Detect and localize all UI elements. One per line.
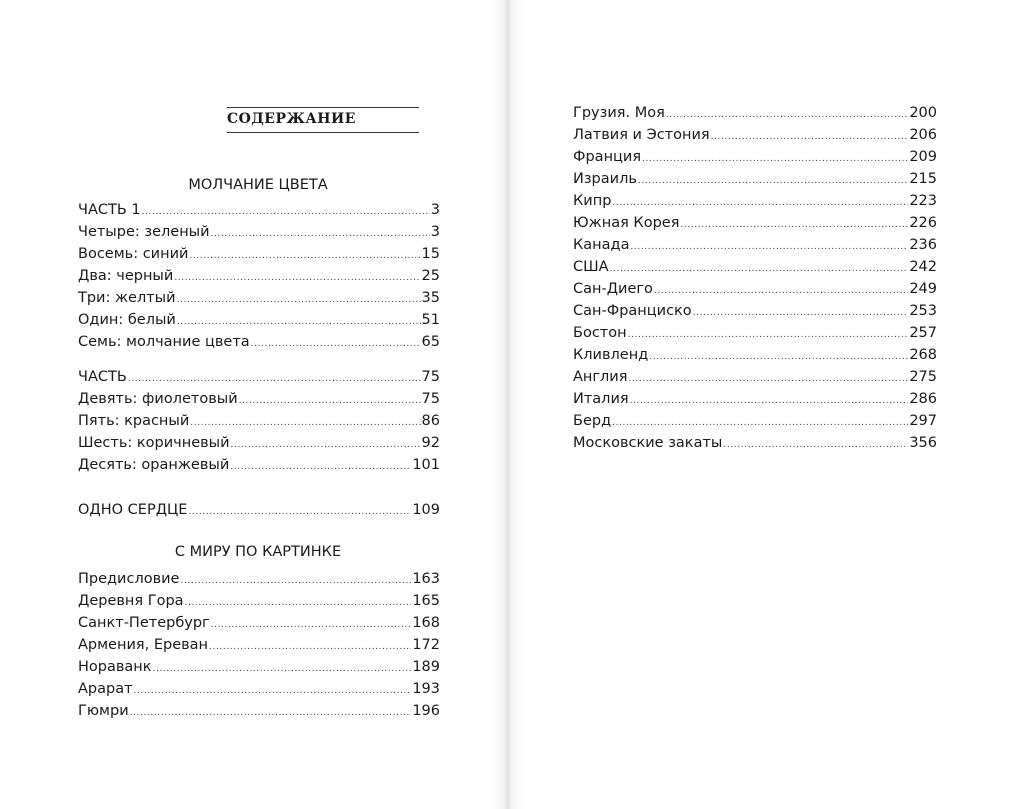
toc-entry (573, 146, 937, 168)
toc-entry-title: Франция (573, 149, 642, 165)
toc-entry-page-number: 65 (421, 334, 440, 350)
toc-entry-page-number: 286 (909, 391, 937, 407)
toc-entry-page-number: 101 (412, 457, 440, 473)
toc-entry (78, 388, 440, 410)
toc-entry-page-number: 86 (421, 413, 440, 429)
toc-entry (573, 344, 937, 366)
toc-entry (573, 388, 937, 410)
toc-entry-title: Канада (573, 237, 630, 253)
section-title-world: С МИРУ ПО КАРТИНКЕ (174, 544, 342, 560)
toc-entry (573, 234, 937, 256)
toc-entry-page-number: 75 (421, 391, 440, 407)
toc-entry (78, 221, 440, 243)
toc-entry (573, 432, 937, 454)
toc-entry-title: Шесть: коричневый (78, 435, 230, 451)
toc-entry-title: ОДНО СЕРДЦЕ (78, 502, 188, 518)
toc-entry-title: Московские закаты (573, 435, 723, 451)
dot-leader (251, 333, 421, 355)
toc-entry (78, 499, 440, 521)
toc-entry-page-number: 165 (412, 593, 440, 609)
dot-leader (628, 368, 908, 390)
toc-entry-page-number: 25 (421, 268, 440, 284)
toc-entry-page-number: 223 (909, 193, 937, 209)
toc-entry-page-number: 268 (909, 347, 937, 363)
dot-leader (185, 592, 412, 614)
toc-entry (78, 265, 440, 287)
toc-entry-title: Армения, Ереван (78, 637, 209, 653)
dot-leader (189, 245, 420, 267)
dot-leader (638, 170, 908, 192)
toc-entry (573, 212, 937, 234)
dot-leader (630, 236, 908, 258)
toc-entry-title: Южная Корея (573, 215, 680, 231)
toc-entry-page-number: 249 (909, 281, 937, 297)
dot-leader (654, 280, 908, 302)
toc-entry (573, 124, 937, 146)
toc-entry-page-number: 215 (909, 171, 937, 187)
toc-entry-page-number: 196 (412, 703, 440, 719)
toc-entry-page-number: 172 (412, 637, 440, 653)
toc-entry (573, 256, 937, 278)
toc-entry-page-number: 15 (421, 246, 440, 262)
toc-entry-title: Десять: оранжевый (78, 457, 230, 473)
dot-leader (630, 390, 909, 412)
dot-leader (128, 368, 421, 390)
toc-entry (78, 331, 440, 353)
toc-entry-title: Нораванк (78, 659, 152, 675)
dot-leader (239, 390, 421, 412)
toc-entry-title: Два: черный (78, 268, 174, 284)
dot-leader (188, 501, 411, 523)
toc-entry-page-number: 75 (421, 369, 440, 385)
toc-entry-title: Предисловие (78, 571, 180, 587)
dot-leader (693, 302, 909, 324)
toc-entry (573, 190, 937, 212)
toc-entry-page-number: 297 (909, 413, 937, 429)
toc-entry-page-number: 257 (909, 325, 937, 341)
toc-entry-page-number: 275 (909, 369, 937, 385)
toc-entry-page-number: 226 (909, 215, 937, 231)
dot-leader (130, 702, 412, 724)
dot-leader (680, 214, 908, 236)
toc-entry-page-number: 3 (430, 202, 440, 218)
dot-leader (612, 412, 908, 434)
toc-entry (573, 278, 937, 300)
toc-entry (78, 287, 440, 309)
toc-entry-title: Арарат (78, 681, 133, 697)
toc-entry (78, 656, 440, 678)
toc-entry-title: Семь: молчание цвета (78, 334, 250, 350)
toc-entry-page-number: 236 (909, 237, 937, 253)
dot-leader (610, 258, 909, 280)
dot-leader (190, 412, 420, 434)
toc-entry-title: Грузия. Моя (573, 105, 665, 121)
dot-leader (230, 456, 411, 478)
toc-entry (573, 102, 937, 124)
section-title-colors: МОЛЧАНИЕ ЦВЕТА (188, 177, 328, 193)
dot-leader (211, 614, 412, 636)
toc-entry (78, 199, 440, 221)
toc-entry (78, 410, 440, 432)
toc-entry-title: США (573, 259, 609, 275)
toc-entry-page-number: 109 (412, 502, 440, 518)
dot-leader (177, 311, 421, 333)
toc-entry-title: Кипр (573, 193, 612, 209)
toc-entry-page-number: 51 (421, 312, 440, 328)
toc-entry-title: Три: желтый (78, 290, 176, 306)
toc-entry-title: Сан-Диего (573, 281, 653, 297)
toc-entry (573, 366, 937, 388)
dot-leader (134, 680, 412, 702)
toc-entry-page-number: 356 (909, 435, 937, 451)
toc-entry-title: Латвия и Эстония (573, 127, 710, 143)
toc-entry (78, 454, 440, 476)
toc-entry-title: Берд (573, 413, 612, 429)
toc-entry-page-number: 35 (421, 290, 440, 306)
toc-entry (78, 612, 440, 634)
toc-entry-title: Санкт-Петербург (78, 615, 210, 631)
toc-entry (78, 243, 440, 265)
toc-entry-page-number: 200 (909, 105, 937, 121)
toc-entry (78, 678, 440, 700)
toc-heading (227, 107, 419, 133)
dot-leader (142, 201, 430, 223)
dot-leader (209, 636, 411, 658)
toc-entry (78, 568, 440, 590)
dot-leader (723, 434, 908, 456)
dot-leader (180, 570, 411, 592)
dot-leader (628, 324, 909, 346)
dot-leader (649, 346, 908, 368)
toc-entry-page-number: 242 (909, 259, 937, 275)
dot-leader (666, 104, 909, 126)
toc-entry-page-number: 3 (430, 224, 440, 240)
toc-entry-title: ЧАСТЬ 1 (78, 202, 141, 218)
toc-entry (78, 590, 440, 612)
toc-entry-page-number: 206 (909, 127, 937, 143)
toc-entry-page-number: 168 (412, 615, 440, 631)
toc-entry-title: Израиль (573, 171, 637, 187)
toc-entry-title: Один: белый (78, 312, 176, 328)
toc-entry-page-number: 163 (412, 571, 440, 587)
toc-entry-title: Гюмри (78, 703, 129, 719)
toc-entry (573, 168, 937, 190)
dot-leader (174, 267, 420, 289)
toc-entry-title: Кливленд (573, 347, 649, 363)
dot-leader (211, 223, 430, 245)
toc-entry (78, 366, 440, 388)
toc-entry-page-number: 253 (909, 303, 937, 319)
toc-entry-title: Сан-Франциско (573, 303, 692, 319)
dot-leader (612, 192, 908, 214)
toc-entry-title: Пять: красный (78, 413, 190, 429)
toc-entry (573, 322, 937, 344)
toc-entry-title: Четыре: зеленый (78, 224, 210, 240)
toc-entry-title: Восемь: синий (78, 246, 189, 262)
toc-entry-page-number: 209 (909, 149, 937, 165)
toc-entry-title: ЧАСТЬ (78, 369, 127, 385)
toc-entry-page-number: 193 (412, 681, 440, 697)
dot-leader (231, 434, 421, 456)
toc-entry (573, 300, 937, 322)
toc-entry-title: Италия (573, 391, 629, 407)
dot-leader (642, 148, 908, 170)
toc-heading-text: СОДЕРЖАНИЕ (227, 111, 356, 127)
toc-entry-title: Бостон (573, 325, 627, 341)
toc-entry (78, 432, 440, 454)
dot-leader (153, 658, 412, 680)
dot-leader (711, 126, 909, 148)
dot-leader (177, 289, 421, 311)
toc-entry-page-number: 189 (412, 659, 440, 675)
toc-entry (78, 700, 440, 722)
page-gutter (490, 0, 526, 809)
toc-entry-title: Девять: фиолетовый (78, 391, 238, 407)
toc-entry-title: Деревня Гора (78, 593, 184, 609)
toc-entry-page-number: 92 (421, 435, 440, 451)
toc-entry (78, 309, 440, 331)
toc-entry (573, 410, 937, 432)
toc-entry-title: Англия (573, 369, 628, 385)
toc-entry (78, 634, 440, 656)
